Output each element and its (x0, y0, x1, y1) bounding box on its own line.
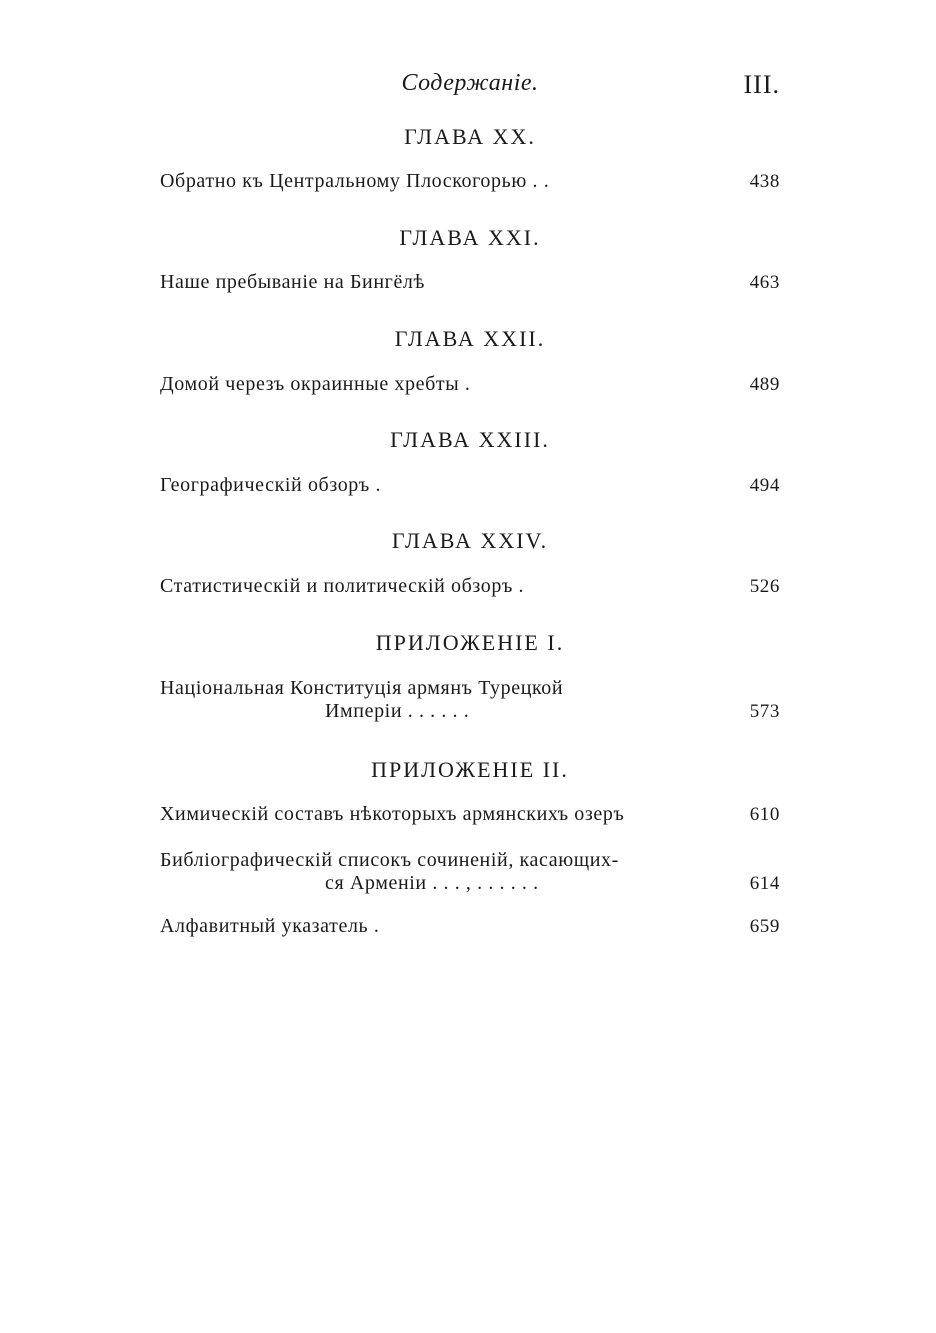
entry-title: Наше пребываніе на Бингёлѣ (160, 271, 425, 293)
running-head (160, 70, 780, 104)
toc-entry (160, 915, 780, 938)
chapter-heading: ГЛАВА XXI. (399, 225, 541, 250)
entry-title-continuation: ся Арменіи . . . , . . . . . . (325, 872, 539, 894)
toc-entry (160, 803, 780, 826)
entry-title: Географическій обзоръ . (160, 474, 382, 496)
entry-title: Библіографическій списокъ сочиненій, касающих- (160, 849, 619, 871)
toc-entry (160, 677, 780, 723)
toc-entry (160, 373, 780, 396)
toc-entry (160, 474, 780, 497)
entry-title: Національная Конституція армянъ Турецкой (160, 677, 564, 699)
entry-page-number: 610 (749, 804, 780, 825)
entry-page-number: 463 (749, 272, 780, 293)
chapter-heading: ГЛАВА XX. (404, 124, 536, 149)
toc-entry (160, 170, 780, 193)
entry-page-number: 494 (749, 475, 780, 496)
toc-entry (160, 575, 780, 598)
entry-title: Алфавитный указатель . (160, 915, 380, 937)
entry-page-number: 526 (749, 576, 780, 597)
running-title: Содержаніе. (401, 70, 539, 96)
entry-page-number: 573 (749, 701, 780, 722)
entry-page-number: 614 (749, 873, 780, 894)
appendix-heading: ПРИЛОЖЕНІЕ II. (371, 757, 569, 782)
entry-title-continuation: Имперіи . . . . . . (325, 700, 470, 722)
chapter-heading: ГЛАВА XXII. (394, 326, 546, 351)
entry-page-number: 659 (749, 916, 780, 937)
toc-entry (160, 849, 780, 895)
appendix-heading: ПРИЛОЖЕНІЕ I. (375, 630, 565, 655)
entry-title: Статистическій и политическій обзоръ . (160, 575, 525, 597)
toc-entry (160, 271, 780, 294)
entry-page-number: 489 (749, 374, 780, 395)
entry-title: Обратно къ Центральному Плоскогорью . . (160, 170, 550, 192)
page-folio: III. (743, 70, 780, 99)
chapter-heading: ГЛАВА XXIV. (391, 528, 549, 553)
chapter-heading: ГЛАВА XXIII. (390, 427, 550, 452)
entry-title: Химическій составъ нѣкоторыхъ армянскихъ озеръ (160, 803, 625, 825)
entry-page-number: 438 (749, 171, 780, 192)
entry-title: Домой черезъ окраинные хребты . (160, 373, 471, 395)
